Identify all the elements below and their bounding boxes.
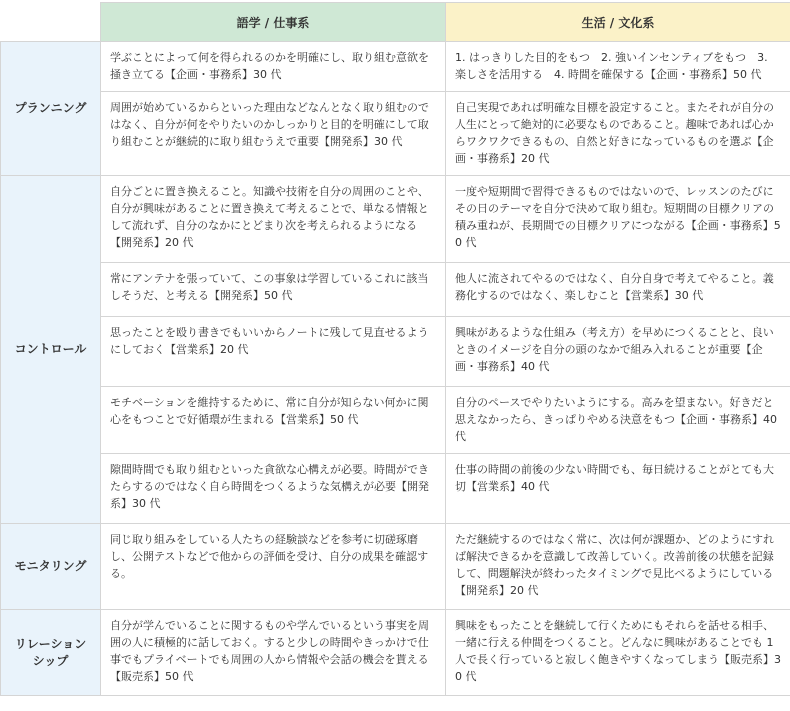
cell-language-work: 周囲が始めているからといった理由などなんとなく取り組むのではなく、自分が何をやりたいのかしっかりと目的を明確にして取り組むことが継続的に取り組むうえで重要【開発系】30 代 xyxy=(101,92,446,176)
category-control: コントロール xyxy=(1,176,101,524)
table-row xyxy=(1,610,790,696)
cell-life-culture: ただ継続するのではなく常に、次は何が課題か、どのようにすれば解決できるかを意識して改善していく。改善前後の状態を記録して、問題解決が終わったタイミングで見比べるようにしている【開発系】20 代 xyxy=(446,524,790,610)
category-relationship-line2: シップ xyxy=(33,654,69,668)
header-corner xyxy=(1,3,101,42)
cell-language-work: 同じ取り組みをしている人たちの経験談などを参考に切磋琢磨し、公開テストなどで他からの評価を受け、自分の成果を確認する。 xyxy=(101,524,446,610)
category-relationship-line1: リレーション xyxy=(15,637,87,651)
cell-life-culture: 他人に流されてやるのではなく、自分自身で考えてやること。義務化するのではなく、楽しむこと【営業系】30 代 xyxy=(446,263,790,317)
cell-language-work: 思ったことを殴り書きでもいいからノートに残して見直せるようにしておく【営業系】20 代 xyxy=(101,317,446,387)
table-row xyxy=(1,92,790,176)
cell-language-work: 隙間時間でも取り組むといった貪欲な心構えが必要。時間ができたらするのではなく自ら時間をつくるような気構えが必要【開発系】30 代 xyxy=(101,454,446,524)
cell-language-work: 常にアンテナを張っていて、この事象は学習しているこれに該当しそうだ、と考える【開発系】50 代 xyxy=(101,263,446,317)
cell-life-culture: 仕事の時間の前後の少ない時間でも、毎日続けることがとても大切【営業系】40 代 xyxy=(446,454,790,524)
table-row xyxy=(1,454,790,524)
category-monitoring: モニタリング xyxy=(1,524,101,610)
cell-life-culture: 自分のペースでやりたいようにする。高みを望まない。好きだと思えなかったら、きっぱりやめる決意をもつ【企画・事務系】40 代 xyxy=(446,387,790,454)
table-row xyxy=(1,42,790,92)
cell-life-culture: 一度や短期間で習得できるものではないので、レッスンのたびにその日のテーマを自分で決めて取り組む。短期間の目標クリアの積み重ねが、長期間での目標クリアにつながる【企画・事務系】50 代 xyxy=(446,176,790,263)
table-row xyxy=(1,317,790,387)
table-row xyxy=(1,176,790,263)
table-row xyxy=(1,524,790,610)
category-relationship xyxy=(1,610,101,696)
cell-life-culture: 自己実現であれば明確な目標を設定すること。またそれが自分の人生にとって絶対的に必要なものであること。趣味であれば心からワクワクできるもの、自然と好きになっているものを選ぶ【企画・事務系】20 代 xyxy=(446,92,790,176)
cell-language-work: 自分ごとに置き換えること。知識や技術を自分の周囲のことや、自分が興味があることに置き換えて考えることで、単なる情報として流れず、自分のなかにとどまり次を考えられるようになる【開発系】20 代 xyxy=(101,176,446,263)
cell-language-work: 自分が学んでいることに関するものや学んでいるという事実を周囲の人に積極的に話しておく。すると少しの時間やきっかけで仕事でもプライベートでも周囲の人から情報や会話の機会を貰える【販売系】50 代 xyxy=(101,610,446,696)
cell-life-culture: 興味をもったことを継続して行くためにもそれらを話せる相手、一緒に行える仲間をつくること。どんなに興味があることでも 1 人で長く行っていると寂しく飽きやすくなってしまう【販売系】30 代 xyxy=(446,610,790,696)
cell-language-work: 学ぶことによって何を得られるのかを明確にし、取り組む意欲を掻き立てる【企画・事務系】30 代 xyxy=(101,42,446,92)
comparison-table xyxy=(0,2,790,696)
header-row xyxy=(1,3,790,42)
cell-language-work: モチベーションを維持するために、常に自分が知らない何かに関心をもつことで好循環が生まれる【営業系】50 代 xyxy=(101,387,446,454)
category-planning: プランニング xyxy=(1,42,101,176)
header-language-work: 語学 / 仕事系 xyxy=(101,3,446,42)
cell-life-culture: 1. はっきりした目的をもつ 2. 強いインセンティブをもつ 3. 楽しさを活用する 4. 時間を確保する【企画・事務系】50 代 xyxy=(446,42,790,92)
table-row xyxy=(1,263,790,317)
header-life-culture: 生活 / 文化系 xyxy=(446,3,790,42)
table-row xyxy=(1,387,790,454)
cell-life-culture: 興味があるような仕組み（考え方）を早めにつくることと、良いときのイメージを自分の頭のなかで組み入れることが重要【企画・事務系】40 代 xyxy=(446,317,790,387)
